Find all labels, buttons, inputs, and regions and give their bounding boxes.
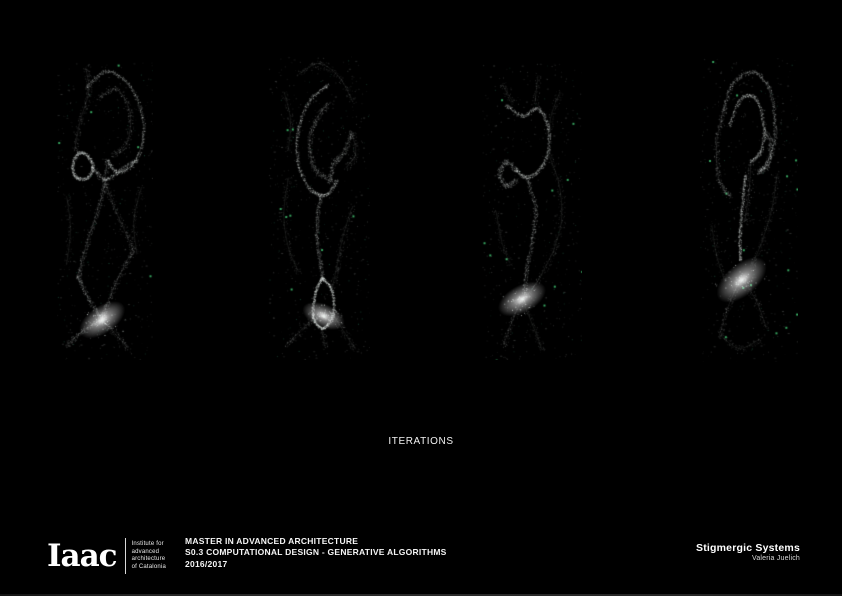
iteration-panel-3 [482,62,582,360]
tagline-line-2: advanced [131,548,160,555]
course-info [185,536,447,570]
tagline-line-3: architecture [131,556,166,562]
project-credit [696,542,800,562]
iterations-caption: ITERATIONS [388,436,454,447]
iteration-panel-4 [700,58,798,362]
tagline-line-1: Institute for [131,541,164,547]
course-line-program: MASTER IN ADVANCED ARCHITECTURE [185,536,359,546]
logo-divider [125,538,126,574]
iaac-logo-tagline [132,541,166,571]
iaac-logo-wordmark: Iaac [47,538,117,574]
project-author: Valeria Juelich [751,555,800,562]
iteration-panel-2 [268,56,370,360]
course-line-year: 2016/2017 [185,558,228,569]
iteration-panel-1 [57,62,153,360]
project-title: Stigmergic Systems [696,542,800,554]
course-line-seminar: S0.3 COMPUTATIONAL DESIGN - GENERATIVE ALGORITHMS [185,547,447,558]
footer [0,536,842,584]
tagline-line-4: of Catalonia [131,563,166,570]
iaac-logo [47,538,166,574]
